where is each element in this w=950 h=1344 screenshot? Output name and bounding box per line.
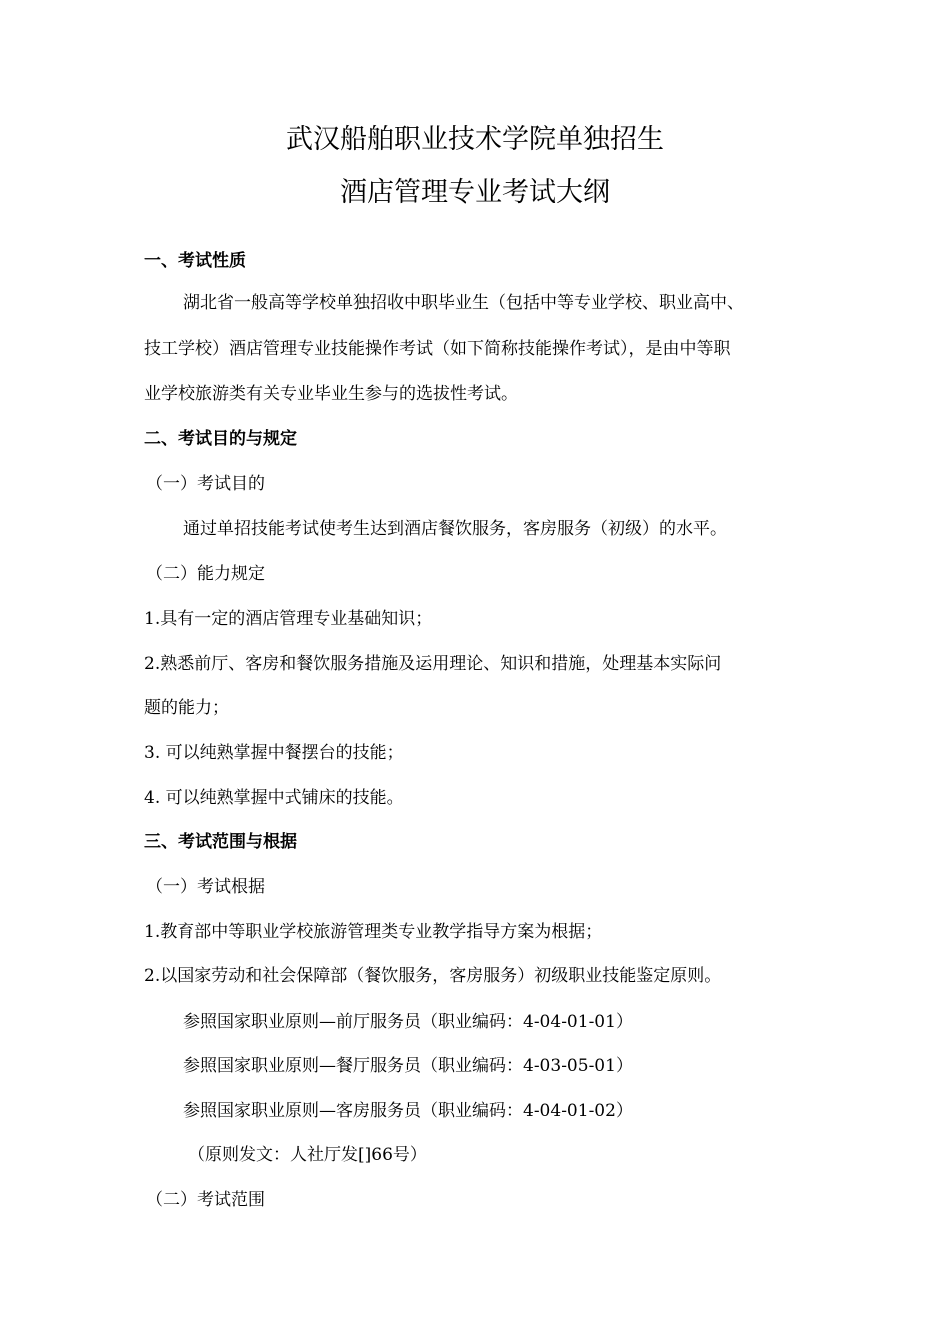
subsection-title-range: （二）考试范围 <box>146 1190 265 1210</box>
subsection-title-ability: （二）能力规定 <box>146 564 265 584</box>
reference-line: 参照国家职业原则—前厅服务员（职业编码：4-04-01-01） <box>183 1012 633 1032</box>
list-item: 1.教育部中等职业学校旅游管理类专业教学指导方案为根据； <box>144 922 603 942</box>
subsection-title-basis: （一）考试根据 <box>146 877 265 897</box>
reference-line: 参照国家职业原则—客房服务员（职业编码：4-04-01-02） <box>183 1101 633 1121</box>
list-item-continuation: 题的能力； <box>144 698 229 718</box>
list-item: 4. 可以纯熟掌握中式铺床的技能。 <box>144 788 404 808</box>
reference-note: （原则发文：人社厅发[]66号） <box>188 1145 427 1165</box>
section-heading-purpose: 二、考试目的与规定 <box>144 429 297 449</box>
reference-line: 参照国家职业原则—餐厅服务员（职业编码：4-03-05-01） <box>183 1056 633 1076</box>
subsection-title-purpose: （一）考试目的 <box>146 474 265 494</box>
paragraph-line: 业学校旅游类有关专业毕业生参与的选拔性考试。 <box>144 384 518 404</box>
section-heading-nature: 一、考试性质 <box>144 251 246 271</box>
section-heading-scope: 三、考试范围与根据 <box>144 832 297 852</box>
paragraph-line: 湖北省一般高等学校单独招收中职毕业生（包括中等专业学校、职业高中、 <box>183 293 744 313</box>
list-item: 2.以国家劳动和社会保障部（餐饮服务，客房服务）初级职业技能鉴定原则。 <box>144 966 722 986</box>
document-title-line1: 武汉船舶职业技术学院单独招生 <box>286 124 664 155</box>
paragraph-line: 技工学校）酒店管理专业技能操作考试（如下简称技能操作考试），是由中等职 <box>144 339 731 359</box>
list-item: 1.具有一定的酒店管理专业基础知识； <box>144 609 433 629</box>
document-title-line2: 酒店管理专业考试大纲 <box>340 177 610 208</box>
paragraph-line: 通过单招技能考试使考生达到酒店餐饮服务，客房服务（初级）的水平。 <box>183 519 727 539</box>
list-item: 3. 可以纯熟掌握中餐摆台的技能； <box>144 743 404 763</box>
list-item: 2.熟悉前厅、客房和餐饮服务措施及运用理论、知识和措施，处理基本实际问 <box>144 654 722 674</box>
